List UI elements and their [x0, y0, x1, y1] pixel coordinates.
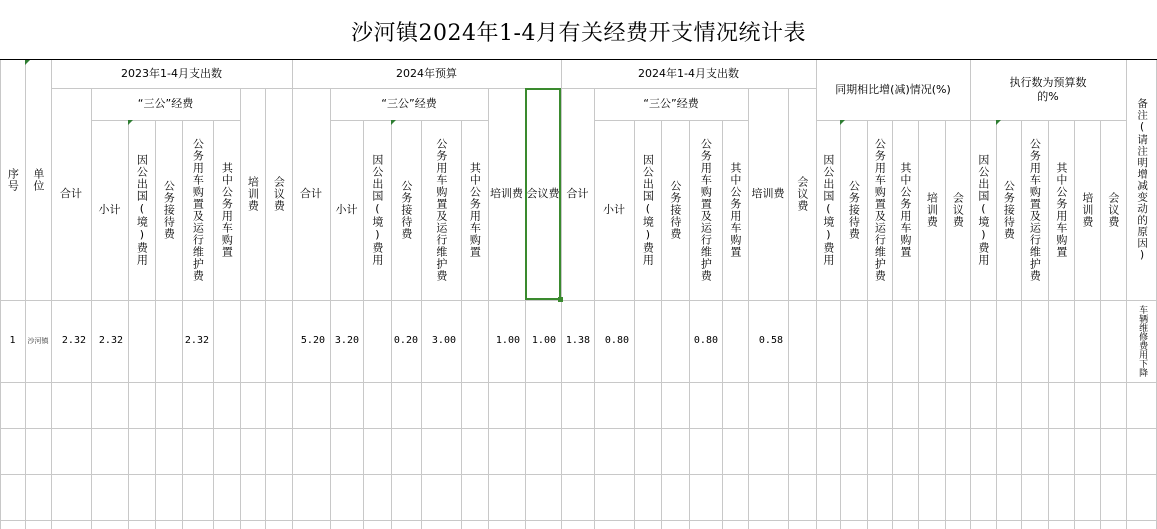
cell-seq[interactable]: 1	[9, 334, 16, 346]
header-budget-reception-text: 公务接待费	[399, 180, 413, 240]
header-exec-meeting-text: 会议费	[1106, 192, 1120, 228]
header-2023-training[interactable]	[240, 88, 265, 300]
header-yoy-abroad[interactable]	[816, 120, 840, 300]
header-budget-total[interactable]: 合计	[300, 187, 322, 201]
header-2023-total[interactable]: 合计	[60, 187, 82, 201]
header-2023-sangong[interactable]: “三公”经费	[137, 97, 194, 111]
cell-budget-training[interactable]: 1.00	[495, 334, 520, 346]
header-2024-vehicle[interactable]	[689, 120, 722, 300]
cell-2024-training[interactable]: 0.58	[758, 334, 783, 346]
header-2024-budget[interactable]: 2024年预算	[396, 67, 457, 81]
header-yoy-meeting-text: 会议费	[951, 192, 965, 228]
header-2024-abroad[interactable]	[634, 120, 661, 300]
header-2023-reception[interactable]	[155, 120, 182, 300]
header-yoy-vehicle-text: 公务用车购置及运行维护费	[873, 138, 887, 282]
header-2024-vehicle-purchase-text: 其中公务用车购置	[728, 162, 742, 258]
selected-cell-border	[525, 88, 561, 300]
header-2024-meeting-text: 会议费	[795, 176, 809, 212]
header-2023-vehicle-purchase-text: 其中公务用车购置	[220, 162, 234, 258]
header-2023-vehicle-purchase[interactable]	[213, 120, 240, 300]
header-2023-abroad[interactable]	[128, 120, 155, 300]
header-budget-training[interactable]: 培训费	[490, 187, 523, 201]
comment-marker[interactable]	[840, 120, 845, 125]
header-budget-meeting[interactable]: 会议费	[526, 187, 560, 201]
header-yoy-change[interactable]: 同期相比增(减)情况(%)	[835, 83, 951, 97]
header-budget-subtotal[interactable]: 小计	[335, 203, 358, 217]
header-yoy-vehicle[interactable]	[867, 120, 892, 300]
header-exec-abroad-text: 因公出国(境)费用	[976, 154, 990, 266]
header-2023-vehicle-text: 公务用车购置及运行维护费	[191, 138, 205, 282]
header-seq[interactable]: 序号	[6, 168, 20, 192]
header-2023-spending[interactable]: 2023年1-4月支出数	[121, 67, 222, 81]
fill-handle[interactable]	[558, 297, 563, 302]
header-exec-training[interactable]	[1074, 120, 1100, 300]
header-yoy-vehicle-purchase[interactable]	[892, 120, 918, 300]
header-2023-reception-text: 公务接待费	[162, 180, 176, 240]
header-budget-sangong[interactable]: “三公”经费	[381, 97, 437, 111]
header-yoy-abroad-text: 因公出国(境)费用	[821, 154, 835, 266]
comment-marker[interactable]	[996, 120, 1001, 125]
grid-line	[0, 474, 1157, 475]
cell-budget-subtotal[interactable]: 3.20	[334, 334, 359, 346]
header-budget-vehicle-purchase[interactable]	[461, 120, 488, 300]
header-budget-vehicle-text: 公务用车购置及运行维护费	[434, 138, 448, 282]
header-yoy-vehicle-purchase-text: 其中公务用车购置	[898, 162, 912, 258]
cell-budget-meeting[interactable]: 1.00	[531, 334, 556, 346]
header-2024-abroad-text: 因公出国(境)费用	[641, 154, 655, 266]
header-yoy-meeting[interactable]	[945, 120, 970, 300]
header-exec-reception[interactable]	[996, 120, 1021, 300]
header-budget-abroad-text: 因公出国(境)费用	[370, 154, 384, 266]
grid-line	[0, 520, 1157, 521]
header-yoy-reception[interactable]	[840, 120, 867, 300]
header-yoy-training-text: 培训费	[925, 192, 939, 228]
cell-2024-total[interactable]: 1.38	[565, 334, 590, 346]
header-budget-vehicle[interactable]	[421, 120, 461, 300]
header-exec-training-text: 培训费	[1080, 192, 1094, 228]
cell-budget-total[interactable]: 5.20	[300, 334, 325, 346]
header-2023-abroad-text: 因公出国(境)费用	[135, 154, 149, 266]
header-2024-vehicle-text: 公务用车购置及运行维护费	[699, 138, 713, 282]
header-exec-meeting[interactable]	[1100, 120, 1126, 300]
comment-marker[interactable]	[25, 60, 30, 65]
header-2024-spending[interactable]: 2024年1-4月支出数	[638, 67, 739, 81]
header-budget-abroad[interactable]	[363, 120, 391, 300]
comment-marker[interactable]	[391, 120, 396, 125]
header-2023-meeting-text: 会议费	[272, 176, 286, 212]
header-2023-training-text: 培训费	[246, 176, 260, 212]
header-2024-training[interactable]: 培训费	[751, 187, 785, 201]
header-2024-reception[interactable]	[661, 120, 689, 300]
header-budget-reception[interactable]	[391, 120, 421, 300]
header-exec-vehicle[interactable]	[1021, 120, 1048, 300]
comment-marker[interactable]	[128, 120, 133, 125]
cell-2024-subtotal[interactable]: 0.80	[604, 334, 629, 346]
cell-2023-subtotal[interactable]: 2.32	[98, 334, 123, 346]
cell-budget-vehicle[interactable]: 3.00	[431, 334, 456, 346]
header-exec-vehicle-text: 公务用车购置及运行维护费	[1028, 138, 1042, 282]
header-2024-sangong[interactable]: “三公”经费	[643, 97, 699, 111]
cell-2023-vehicle[interactable]: 2.32	[184, 334, 209, 346]
grid-line	[0, 428, 1157, 429]
sheet-title: 沙河镇2024年1-4月有关经费开支情况统计表	[351, 20, 806, 46]
header-exec-reception-text: 公务接待费	[1002, 180, 1016, 240]
header-2024-meeting[interactable]	[788, 88, 816, 300]
header-budget-vehicle-purchase-text: 其中公务用车购置	[468, 162, 482, 258]
header-2023-vehicle[interactable]	[182, 120, 213, 300]
header-yoy-training[interactable]	[918, 120, 945, 300]
header-2024-reception-text: 公务接待费	[668, 180, 682, 240]
header-2024-vehicle-purchase[interactable]	[722, 120, 748, 300]
header-2023-meeting[interactable]	[265, 88, 292, 300]
header-2024-total[interactable]: 合计	[566, 187, 589, 201]
cell-unit[interactable]: 沙河镇	[27, 336, 49, 345]
header-exec-ratio[interactable]: 执行数为预算数的%	[1009, 76, 1087, 103]
grid-line	[0, 382, 1157, 383]
header-remark[interactable]: 备注(请注明增减变动的原因)	[1136, 98, 1149, 262]
header-unit[interactable]: 单位	[31, 168, 45, 192]
header-exec-abroad[interactable]	[970, 120, 996, 300]
cell-budget-reception[interactable]: 0.20	[393, 334, 418, 346]
cell-2024-vehicle[interactable]: 0.80	[693, 334, 718, 346]
cell-remark[interactable]: 车辆维修费用下降	[1137, 305, 1148, 377]
header-exec-vehicle-purchase-text: 其中公务用车购置	[1054, 162, 1068, 258]
header-2023-subtotal[interactable]: 小计	[98, 203, 121, 217]
cell-2023-total[interactable]: 2.32	[61, 334, 86, 346]
header-exec-vehicle-purchase[interactable]	[1048, 120, 1074, 300]
header-yoy-reception-text: 公务接待费	[847, 180, 861, 240]
header-2024-subtotal[interactable]: 小计	[603, 203, 625, 217]
